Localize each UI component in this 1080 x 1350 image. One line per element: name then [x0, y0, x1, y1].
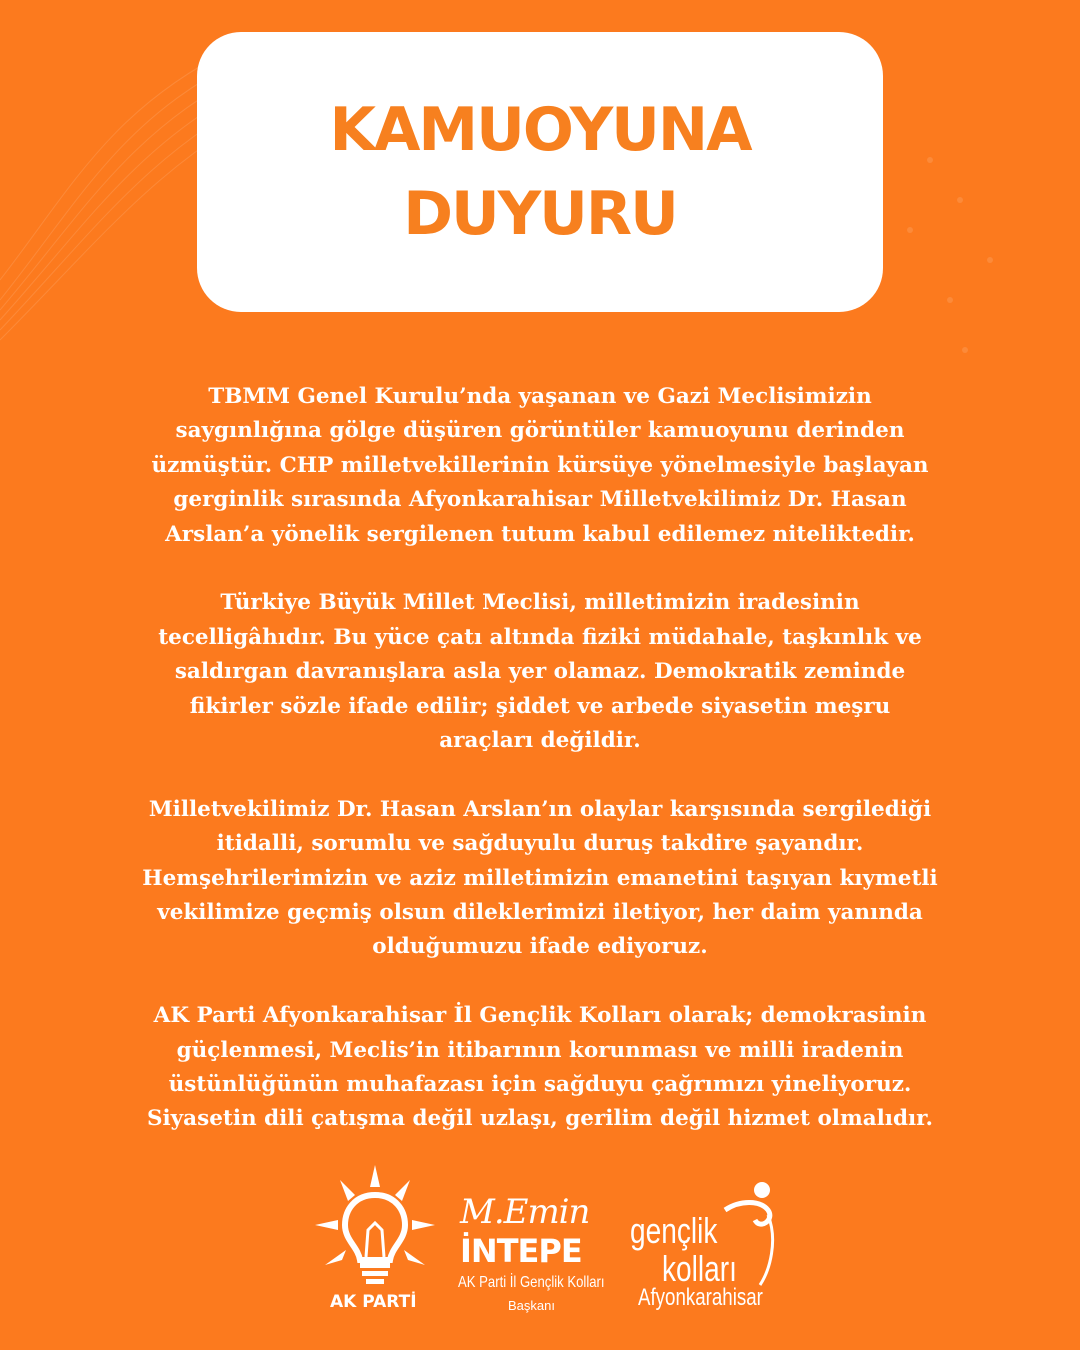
- paragraph-line: AK Parti Afyonkarahisar İl Gençlik Kolları olarak; demokrasinin: [153, 1003, 927, 1029]
- paragraph-line: saygınlığına gölge düşüren görüntüler kamuoyunu derinden: [175, 418, 905, 444]
- paragraph-line: tecelligâhıdır. Bu yüce çatı altında fiziki müdahale, taşkınlık ve: [158, 624, 922, 650]
- role-line-1: AK Parti İl Gençlik Kolları: [458, 1274, 605, 1291]
- paragraph-line: araçları değildir.: [439, 728, 641, 754]
- paragraph-line: olduğumuzu ifade ediyoruz.: [372, 934, 708, 960]
- title-line-1: KAMUOYUNA: [329, 95, 751, 165]
- genclik-logo-text: gençlik: [630, 1210, 718, 1251]
- paragraph-line: vekilimize geçmiş olsun dileklerimizi iletiyor, her daim yanında: [157, 900, 923, 926]
- paragraph-line: Milletvekilimiz Dr. Hasan Arslan’ın olaylar karşısında sergilediği: [148, 796, 932, 822]
- paragraph: [40, 999, 1040, 1137]
- ak-parti-lightbulb-icon: [310, 1165, 440, 1295]
- paragraph: [40, 586, 1040, 758]
- paragraph-line: Türkiye Büyük Millet Meclisi, milletimizin iradesinin: [220, 590, 860, 616]
- title-line-2: DUYURU: [403, 179, 677, 249]
- paragraph: [40, 793, 1040, 965]
- paragraph-line: üstünlüğünün muhafazası için sağduyu çağrımızı yineliyoruz.: [168, 1072, 912, 1098]
- name-logo: İNTEPE: [460, 1232, 582, 1270]
- title-card: [197, 32, 883, 312]
- paragraph-line: fikirler sözle ifade edilir; şiddet ve arbede siyasetin meşru: [189, 693, 891, 719]
- announcement-body: [40, 380, 1040, 1171]
- paragraph-line: TBMM Genel Kurulu’nda yaşanan ve Gazi Meclisimizin: [208, 384, 872, 409]
- paragraph-line: Siyasetin dili çatışma değil uzlaşı, gerilim değil hizmet olmalıdır.: [146, 1106, 934, 1132]
- role-line-2: Başkanı: [508, 1298, 555, 1313]
- ak-parti-logo-text: AK PARTİ: [330, 1292, 417, 1312]
- runner-figure-icon: [720, 1180, 780, 1290]
- paragraph-line: üzmüştür. CHP milletvekillerinin kürsüye yönelmesiyle başlayan: [151, 452, 929, 478]
- kollari-logo-text: kolları: [662, 1248, 737, 1289]
- logo-row: [300, 1160, 800, 1320]
- paragraph-line: Hemşehrilerimizin ve aziz milletimizin emanetini taşıyan kıymetli: [142, 865, 938, 891]
- paragraph: [40, 380, 1040, 552]
- paragraph-line: gerginlik sırasında Afyonkarahisar Milletvekilimiz Dr. Hasan: [173, 487, 907, 513]
- paragraph-line: saldırgan davranışlara asla yer olamaz. Demokratik zeminde: [174, 659, 906, 685]
- signature-logo: M.Emin: [460, 1192, 590, 1232]
- paragraph-line: Arslan’a yönelik sergilenen tutum kabul edilemez niteliktedir.: [165, 521, 915, 547]
- paragraph-line: itidalli, sorumlu ve sağduyulu duruş takdire şayandır.: [216, 831, 864, 857]
- paragraph-line: güçlenmesi, Meclis’in itibarının korunması ve milli iradenin: [176, 1037, 904, 1063]
- city-logo-text: Afyonkarahisar: [638, 1284, 763, 1311]
